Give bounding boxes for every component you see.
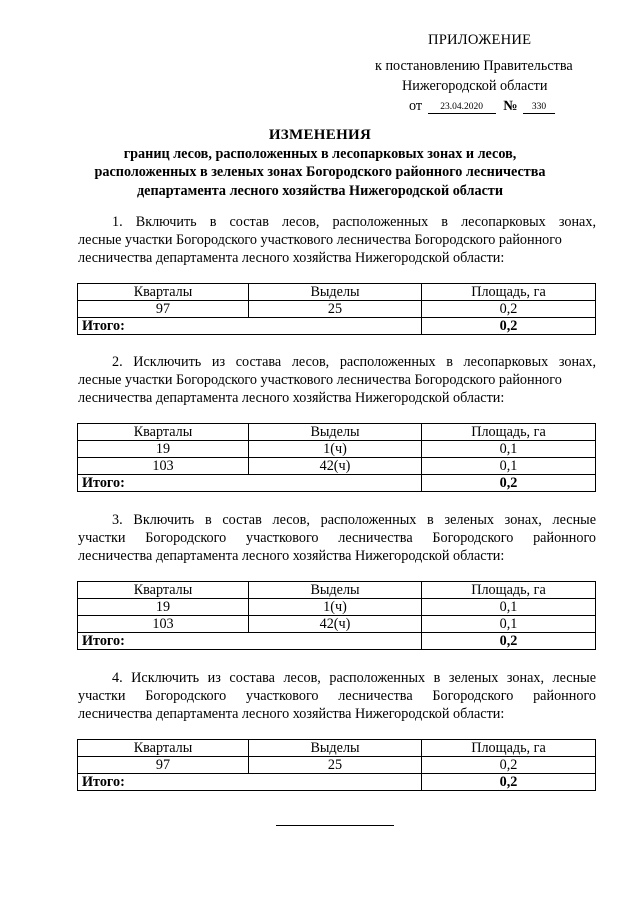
section-4-line-2: участки Богородского участкового лесничества Богородского районного — [78, 688, 596, 705]
cell-ploshchad: 0,1 — [422, 616, 596, 633]
table-total-row — [78, 475, 596, 492]
table-row — [78, 441, 596, 458]
cell-ploshchad: 0,2 — [422, 757, 596, 774]
section-2-line-2: лесные участки Богородского участкового лесничества Богородского районного — [78, 372, 562, 389]
table-header-row — [78, 740, 596, 757]
cell-vydel: 25 — [249, 301, 422, 318]
header-ploshchad: Площадь, га — [422, 740, 596, 757]
section-1-line-3: лесничества департамента лесного хозяйства Нижегородской области: — [78, 250, 505, 267]
section-2-line-3: лесничества департамента лесного хозяйства Нижегородской области: — [78, 390, 505, 407]
heading-line-3: департамента лесного хозяйства Нижегородской области — [136, 182, 504, 199]
section-1-table — [77, 283, 596, 335]
section-4-line-3: лесничества департамента лесного хозяйства Нижегородской области: — [78, 706, 505, 723]
closing-divider-line — [276, 825, 394, 826]
cell-ploshchad: 0,1 — [422, 441, 596, 458]
header-ploshchad: Площадь, га — [422, 284, 596, 301]
decree-number: 330 — [523, 101, 555, 114]
table-total-row — [78, 774, 596, 791]
header-vydely: Выделы — [249, 582, 422, 599]
table-header-row — [78, 284, 596, 301]
cell-kvartal: 103 — [78, 616, 249, 633]
cell-ploshchad: 0,1 — [422, 458, 596, 475]
section-2-text — [78, 353, 596, 408]
cell-vydel: 25 — [249, 757, 422, 774]
section-4-text — [78, 669, 596, 724]
table-total-row — [78, 633, 596, 650]
cell-vydel: 1(ч) — [249, 441, 422, 458]
cell-vydel: 42(ч) — [249, 458, 422, 475]
heading-line-1: границ лесов, расположенных в лесопарковых зонах и лесов, — [123, 145, 517, 162]
cell-kvartal: 19 — [78, 441, 249, 458]
from-label: от — [409, 98, 423, 114]
total-value: 0,2 — [422, 774, 596, 791]
section-1-line-1: 1. Включить в состав лесов, расположенных в лесопарковых зонах, — [112, 214, 596, 230]
total-label: Итого: — [78, 318, 422, 335]
header-kvartaly: Кварталы — [78, 582, 249, 599]
table-total-row — [78, 318, 596, 335]
total-value: 0,2 — [422, 633, 596, 650]
cell-kvartal: 97 — [78, 757, 249, 774]
appendix-decree-line: к постановлению Правительства — [375, 58, 573, 74]
section-3-line-3: лесничества департамента лесного хозяйства Нижегородской области: — [78, 548, 505, 565]
heading-title: ИЗМЕНЕНИЯ — [268, 127, 372, 143]
total-label: Итого: — [78, 633, 422, 650]
header-kvartaly: Кварталы — [78, 424, 249, 441]
header-vydely: Выделы — [249, 424, 422, 441]
cell-ploshchad: 0,2 — [422, 301, 596, 318]
cell-kvartal: 19 — [78, 599, 249, 616]
table-row — [78, 599, 596, 616]
section-2-line-1: 2. Исключить из состава лесов, расположенных в лесопарковых зонах, — [112, 354, 596, 370]
table-row — [78, 301, 596, 318]
table-row — [78, 458, 596, 475]
section-1-line-2: лесные участки Богородского участкового лесничества Богородского районного — [78, 232, 562, 249]
header-kvartaly: Кварталы — [78, 284, 249, 301]
section-3-text — [78, 511, 596, 566]
cell-ploshchad: 0,1 — [422, 599, 596, 616]
section-2-table — [77, 423, 596, 492]
header-ploshchad: Площадь, га — [422, 582, 596, 599]
section-3-line-2: участки Богородского участкового лесничества Богородского районного — [78, 530, 596, 547]
appendix-date-number-line — [409, 96, 555, 116]
header-vydely: Выделы — [249, 740, 422, 757]
table-header-row — [78, 582, 596, 599]
header-kvartaly: Кварталы — [78, 740, 249, 757]
cell-kvartal: 103 — [78, 458, 249, 475]
appendix-title: ПРИЛОЖЕНИЕ — [428, 32, 532, 48]
section-4-table — [77, 739, 596, 791]
header-ploshchad: Площадь, га — [422, 424, 596, 441]
total-value: 0,2 — [422, 318, 596, 335]
total-value: 0,2 — [422, 475, 596, 492]
total-label: Итого: — [78, 774, 422, 791]
table-row — [78, 757, 596, 774]
number-label: № — [503, 98, 518, 114]
appendix-region-line: Нижегородской области — [402, 78, 548, 94]
header-vydely: Выделы — [249, 284, 422, 301]
section-4-line-1: 4. Исключить из состава лесов, расположенных в зеленых зонах, лесные — [112, 670, 596, 686]
cell-kvartal: 97 — [78, 301, 249, 318]
cell-vydel: 1(ч) — [249, 599, 422, 616]
cell-vydel: 42(ч) — [249, 616, 422, 633]
section-1-text — [78, 213, 596, 268]
section-3-line-1: 3. Включить в состав лесов, расположенных в зеленых зонах, лесные — [112, 512, 596, 528]
section-3-table — [77, 581, 596, 650]
decree-date: 23.04.2020 — [428, 101, 496, 114]
table-header-row — [78, 424, 596, 441]
table-row — [78, 616, 596, 633]
heading-line-2: расположенных в зеленых зонах Богородского районного лесничества — [94, 164, 546, 180]
total-label: Итого: — [78, 475, 422, 492]
document-heading — [0, 126, 640, 200]
